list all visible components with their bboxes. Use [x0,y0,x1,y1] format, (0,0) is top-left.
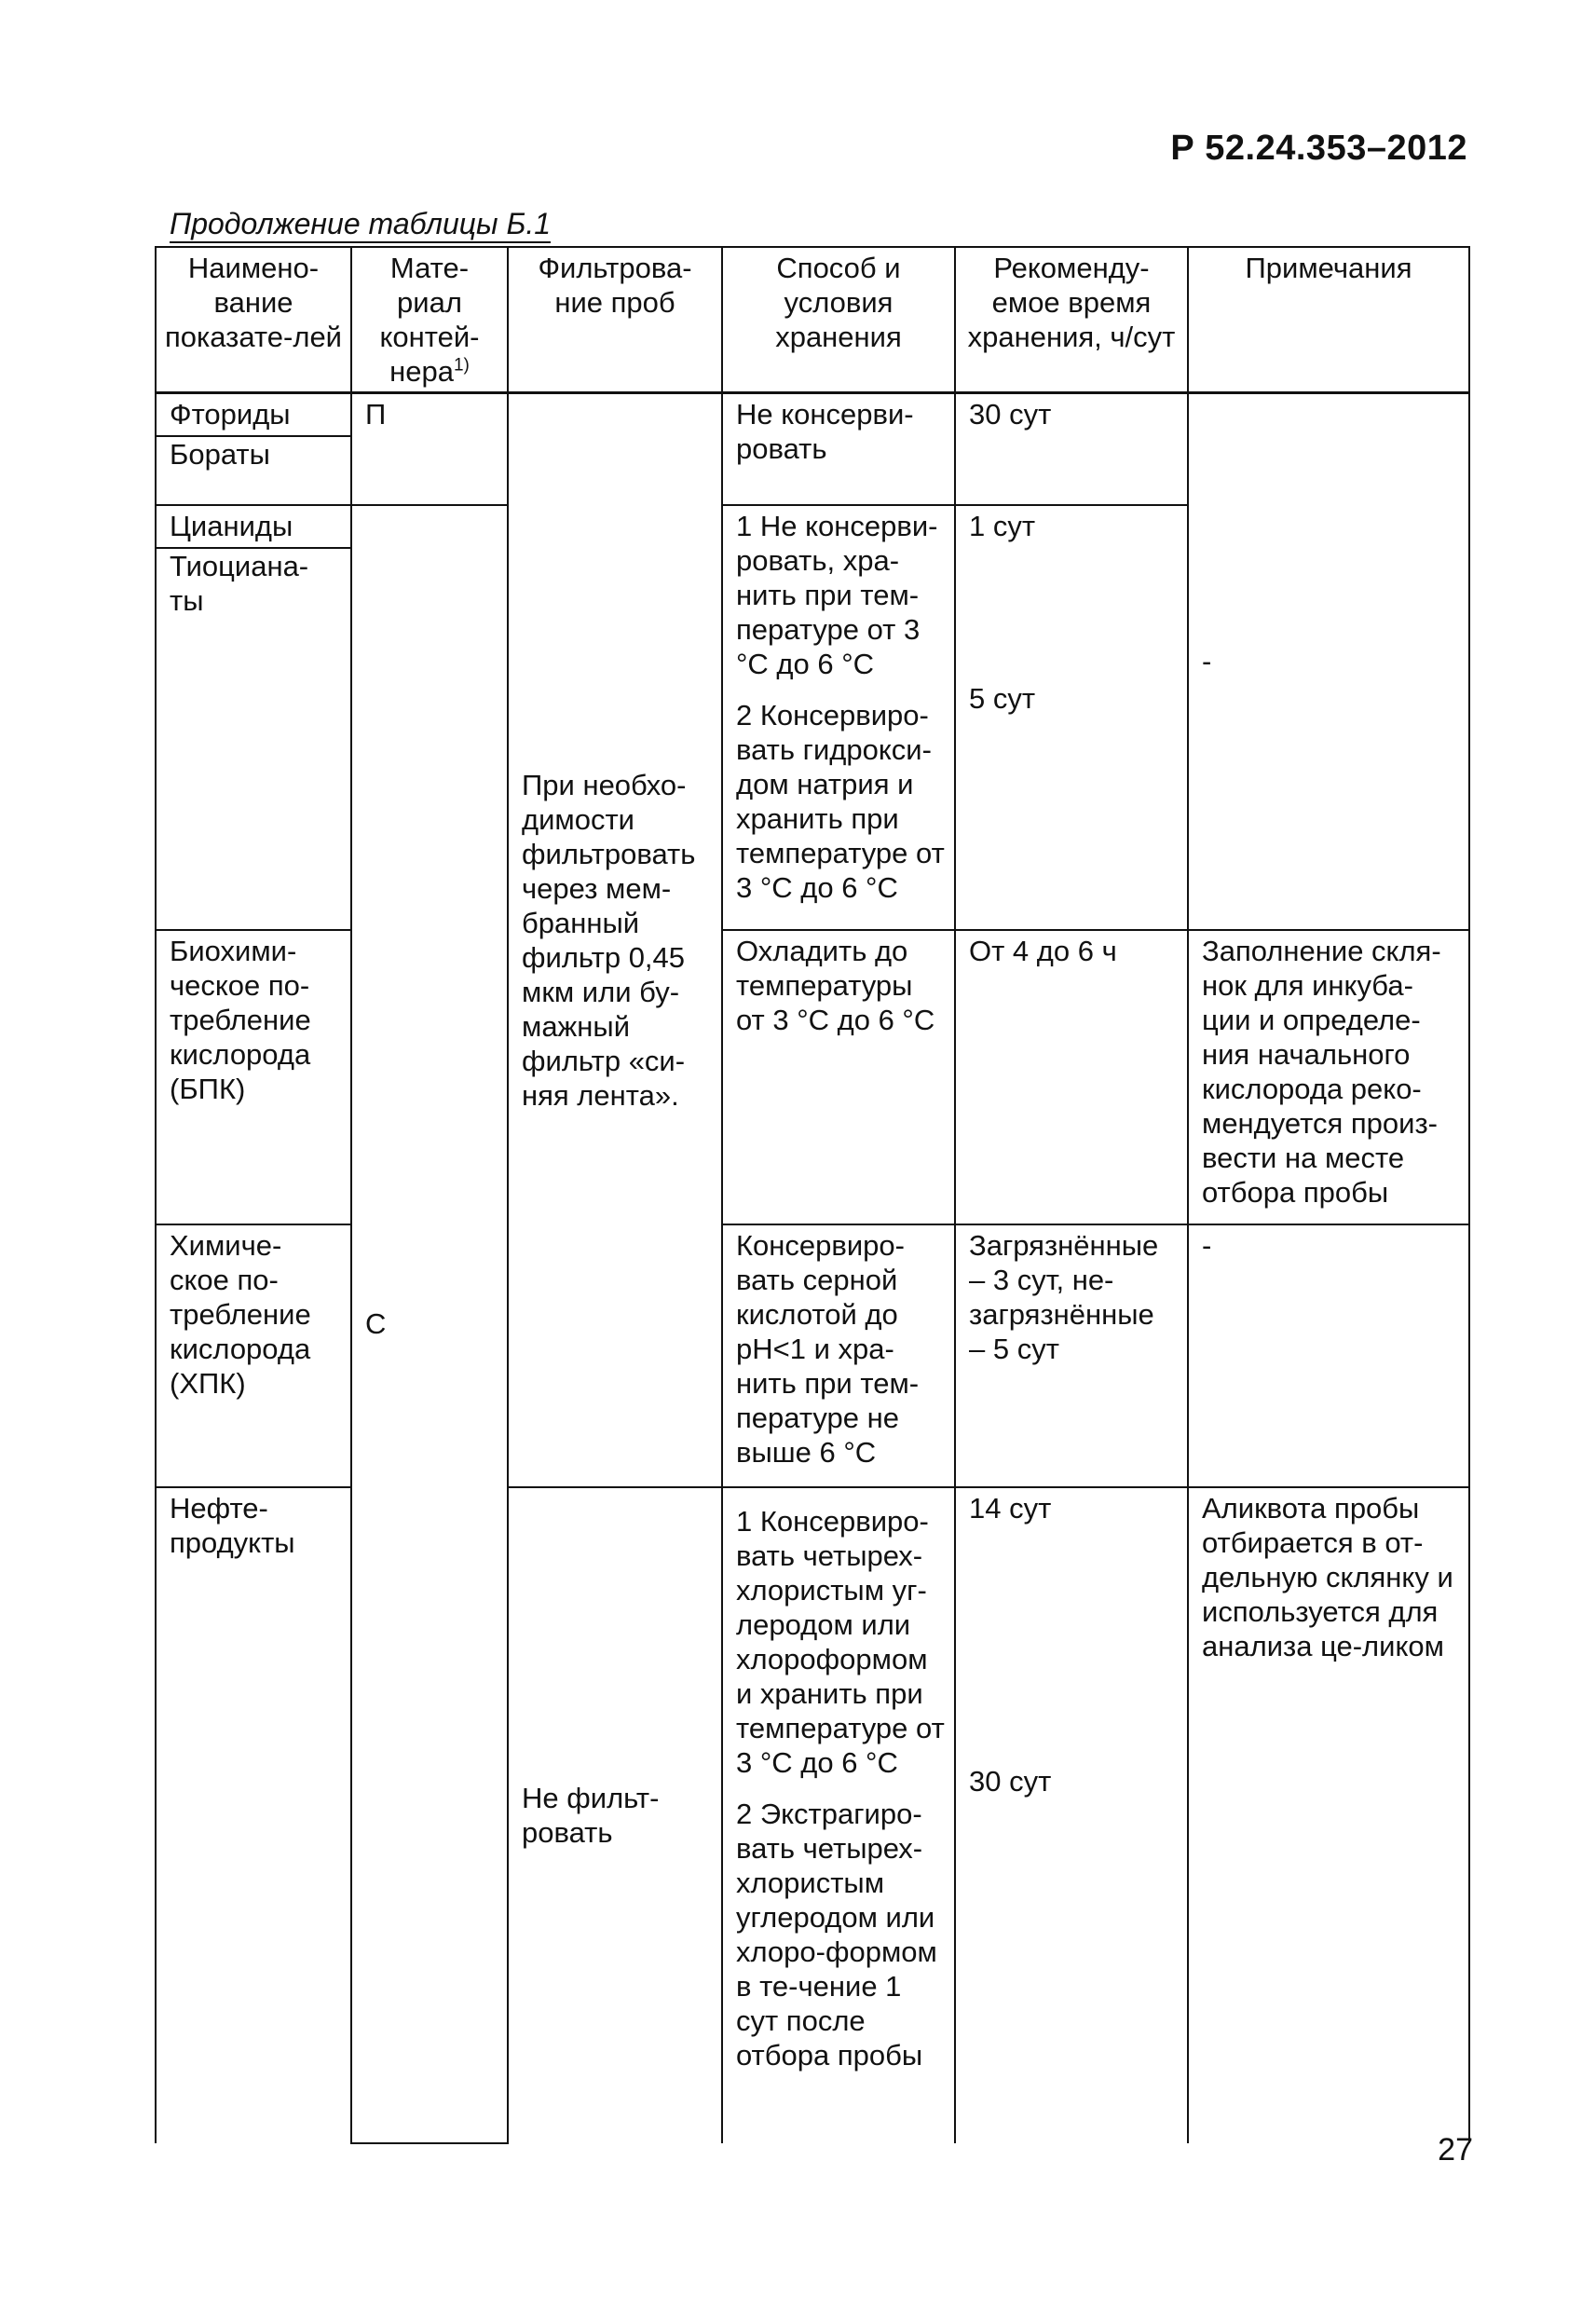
cell-method: 1 Консервиро-вать четырех-хлористым уг-леродом или хлороформом и хранить при температуре от 3 °С до 6 °С 2 Экстрагиро-вать четырех-хлористым углеродом или хлоро-формом в те-чение 1 сут после отбора пробы [722,1487,955,2143]
footnote-marker: 1) [453,355,470,376]
header-time: Рекоменду-емое время хранения, ч/сут [955,247,1188,393]
header-filter: Фильтрова-ние проб [508,247,722,393]
cell-time: 30 сут [955,393,1188,505]
document-code: Р 52.24.353–2012 [1170,129,1467,168]
storage-table [155,246,1470,2144]
cell-method: Охладить до температуры от 3 °С до 6 °С [722,930,955,1224]
header-name: Наимено-вание показате-лей [156,247,351,393]
cell-name: Цианиды Тиоциана-ты [156,505,351,930]
cell-note: Аликвота пробы отбирается в от-дельную склянку и используется для анализа це-ликом [1188,1487,1469,2143]
page-number: 27 [1438,2132,1473,2167]
cell-name: Химиче-ское по-требление кислорода (ХПК) [156,1224,351,1487]
cell-note: - [1188,1224,1469,1487]
header-notes: Примечания [1188,247,1469,393]
table-row [156,393,1469,505]
cell-name: Биохими-ческое по-требление кислорода (БПК) [156,930,351,1224]
table-caption: Продолжение таблицы Б.1 [170,207,551,243]
cell-time: 1 сут 5 сут [955,505,1188,930]
cell-time: От 4 до 6 ч [955,930,1188,1224]
header-method: Способ и условия хранения [722,247,955,393]
header-material: Мате-риал контей-нера$^{1)}$ [351,247,508,393]
cell-material: С [351,505,508,2143]
cell-time: 14 сут 30 сут [955,1487,1188,2143]
cell-method: Не консерви-ровать [722,393,955,505]
cell-note: Заполнение скля-нок для инкуба-ции и определе-ния начального кислорода реко-мендуется произ-вести на месте отбора пробы [1188,930,1469,1224]
cell-note: - [1188,393,1469,930]
cell-method: Консервиро-вать серной кислотой до рН<1 и хра-нить при тем-пературе не выше 6 °С [722,1224,955,1487]
cell-material: П [351,393,508,505]
cell-name: Нефте-продукты [156,1487,351,2143]
cell-filter-group: При необхо-димости фильтровать через мем-бранный фильтр 0,45 мкм или бу-мажный фильтр «си-няя лента». [508,393,722,1487]
cell-name: Фториды Бораты [156,393,351,505]
cell-time: Загрязнённые – 3 сут, не-загрязнённые – 5 сут [955,1224,1188,1487]
cell-method: 1 Не консерви-ровать, хра-нить при тем-пературе от 3 °С до 6 °С 2 Консервиро-вать гидрокси-дом натрия и хранить при температуре от 3 °С до 6 °С [722,505,955,930]
cell-filter: Не фильт-ровать [508,1487,722,2143]
